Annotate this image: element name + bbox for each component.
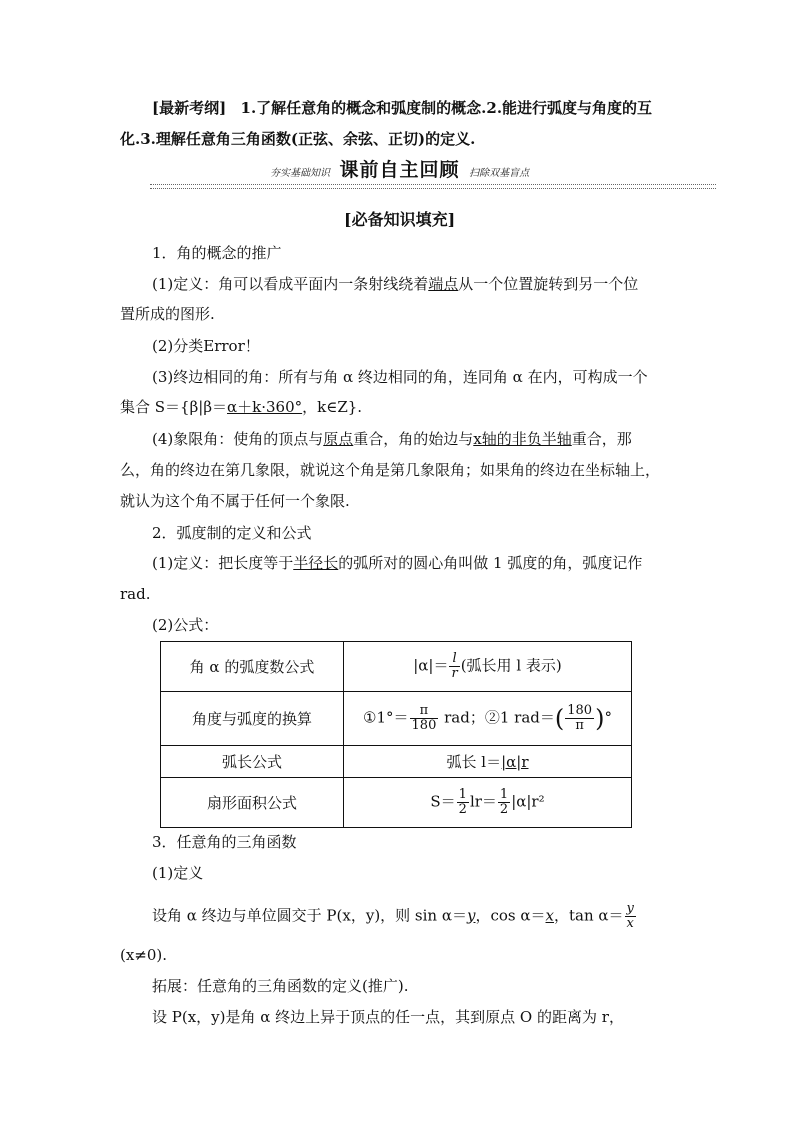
s3-last: 设 P(x，y)是角 α 终边上异于顶点的任一点，其到原点 O 的距离为 r， [152,1008,624,1026]
section-title: [必备知识填充] [344,210,456,229]
table-row [161,692,632,746]
s1-term2: 集合 S＝{β|β＝α＋k·360°，k∈Z}. [120,398,363,416]
table-row [161,778,632,828]
banner-right: 扫除双基盲点 [469,168,530,179]
table-row [161,746,632,778]
s2-def-cont: rad. [120,585,151,603]
s1-def-cont: 置所成的图形. [120,305,215,323]
s1-heading: 1．角的概念的推广 [152,244,282,262]
s1-def: (1)定义：角可以看成平面内一条射线绕着端点从一个位置旋转到另一个位 [152,275,639,293]
s1-quad1: (4)象限角：使角的顶点与原点重合，角的始边与x轴的非负半轴重合，那 [152,430,632,448]
kaogang-line2: 化.3.理解任意角三角函数(正弦、余弦、正切)的定义. [120,130,476,148]
s1-classify: (2)分类Error！ [152,337,260,355]
banner-divider [150,184,716,189]
kaogang-tag: [最新考纲] [152,99,227,117]
s1-term1: (3)终边相同的角：所有与角 α 终边相同的角，连同角 α 在内，可构成一个 [152,368,648,386]
banner-left: 夯实基础知识 [270,168,330,179]
s3-heading: 3．任意角的三角函数 [152,833,297,851]
s2-heading: 2．弧度制的定义和公式 [152,524,312,542]
s3-line1: 设角 α 终边与单位圆交于 P(x，y)，则 sin α＝y，cos α＝x，tan α＝ $\frac{y}{x}$ [152,901,634,931]
table-cell-label: 扇形面积公式 [161,778,344,828]
formula-table [160,641,632,828]
table-cell-formula: ①1°＝ $\frac{\pi}{180}$ rad；②1 rad＝( $\frac{180}{\pi}$ )° [344,692,632,746]
s3-line2: (x≠0). [120,946,168,964]
banner [270,160,529,184]
table-cell-formula: 弧长 l＝|α|r [344,746,632,778]
s3-ext: 拓展：任意角的三角函数的定义(推广). [152,977,409,995]
s3-def-label: (1)定义 [152,864,204,882]
table-cell-formula: |α|＝ $\frac{l}{r}$ (弧长用 l 表示) [344,642,632,692]
table-cell-label: 角度与弧度的换算 [161,692,344,746]
table-cell-label: 弧长公式 [161,746,344,778]
table-cell-formula: S＝ $\frac{1}{2}$ lr＝ $\frac{1}{2}$ |α|r² [344,778,632,828]
kaogang-line1: [最新考纲] 1.了解任意角的概念和弧度制的概念.2.能进行弧度与角度的互 [152,99,653,117]
s1-quad3: 就认为这个角不属于任何一个象限. [120,492,350,510]
table-row [161,642,632,692]
s2-formula-label: (2)公式： [152,616,219,634]
s1-quad2: 么，角的终边在第几象限，就说这个角是第几象限角；如果角的终边在坐标轴上， [120,461,661,479]
s2-def: (1)定义：把长度等于半径长的弧所对的圆心角叫做 1 弧度的角，弧度记作 [152,554,643,572]
table-cell-label: 角 α 的弧度数公式 [161,642,344,692]
banner-title: 课前自主回顾 [339,159,460,181]
